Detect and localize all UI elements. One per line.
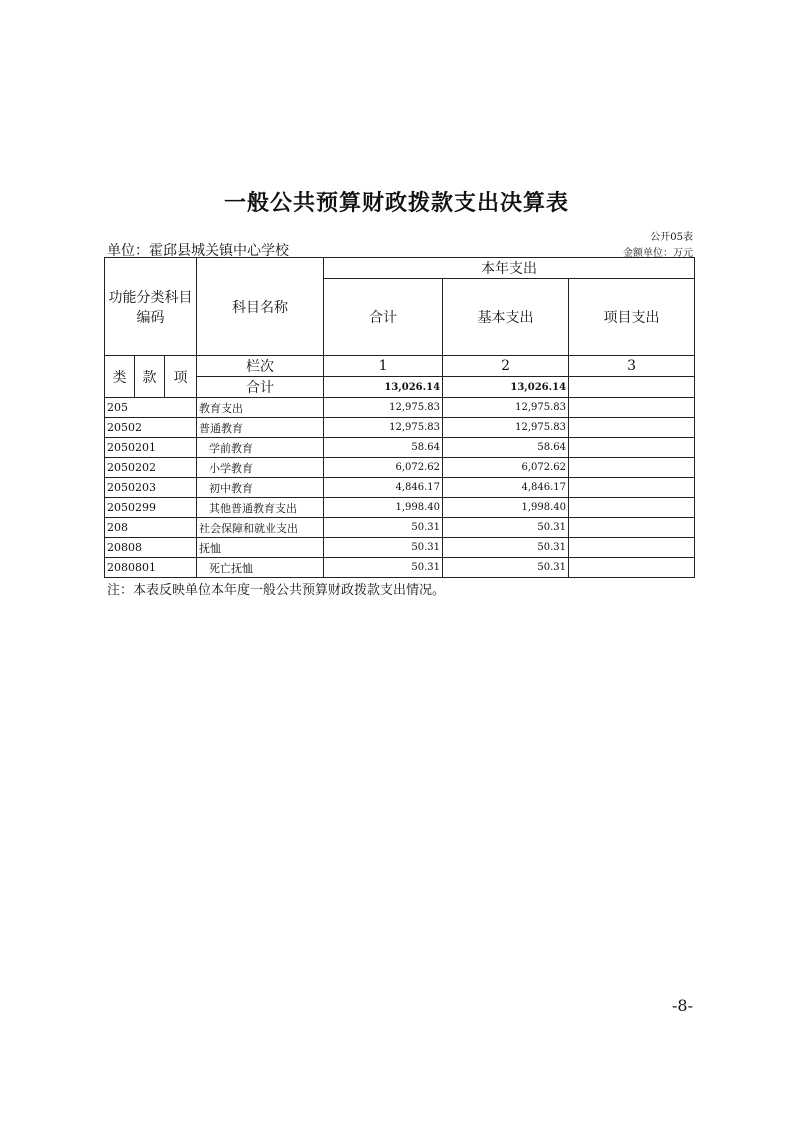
row-code: 208 [105,518,197,538]
row-name: 抚恤 [197,538,324,558]
header-col2: 2 [443,356,569,377]
summary-basic: 13,026.14 [443,377,569,398]
row-project [569,538,695,558]
row-basic: 50.31 [443,518,569,538]
table-row [105,418,695,438]
header-col3: 3 [569,356,695,377]
summary-total: 13,026.14 [324,377,443,398]
row-name: 教育支出 [197,398,324,418]
row-total: 12,975.83 [324,398,443,418]
row-basic: 58.64 [443,438,569,458]
row-basic: 50.31 [443,538,569,558]
row-name: 学前教育 [197,438,324,458]
header-total: 合计 [324,279,443,356]
header-xiang: 项 [165,356,197,398]
table-row [105,438,695,458]
row-project [569,478,695,498]
unit-label: 单位：霍邱县城关镇中心学校 [107,243,289,259]
header-year-expense: 本年支出 [324,258,695,279]
row-total: 12,975.83 [324,418,443,438]
row-name: 社会保障和就业支出 [197,518,324,538]
row-name: 小学教育 [197,458,324,478]
row-basic: 12,975.83 [443,398,569,418]
row-basic: 1,998.40 [443,498,569,518]
row-name: 普通教育 [197,418,324,438]
page-title: 一般公共预算财政拨款支出决算表 [223,191,569,216]
row-name: 死亡抚恤 [197,558,324,578]
row-project [569,458,695,478]
table-row [105,498,695,518]
row-project [569,438,695,458]
row-basic: 12,975.83 [443,418,569,438]
header-subject-name: 科目名称 [197,258,324,356]
summary-label: 合计 [197,377,324,398]
row-project [569,498,695,518]
row-project [569,518,695,538]
table-row [105,538,695,558]
row-total: 50.31 [324,538,443,558]
row-total: 6,072.62 [324,458,443,478]
row-basic: 50.31 [443,558,569,578]
row-code: 2050201 [105,438,197,458]
table-row [105,478,695,498]
row-total: 50.31 [324,518,443,538]
summary-project [569,377,695,398]
row-code: 2050299 [105,498,197,518]
form-code: 公开05表 [650,232,693,243]
expense-table [104,257,695,578]
header-lei: 类 [105,356,135,398]
table-row [105,518,695,538]
header-project: 项目支出 [569,279,695,356]
header-column-no: 栏次 [197,356,324,377]
header-func-code: 功能分类科目编码 [105,258,197,356]
row-project [569,398,695,418]
amount-unit-label: 金额单位：万元 [623,248,693,259]
header-kuan: 款 [135,356,165,398]
table-row [105,398,695,418]
row-name: 初中教育 [197,478,324,498]
row-basic: 4,846.17 [443,478,569,498]
table-row [105,558,695,578]
row-code: 2080801 [105,558,197,578]
row-code: 2050202 [105,458,197,478]
row-project [569,418,695,438]
row-project [569,558,695,578]
header-basic: 基本支出 [443,279,569,356]
table-row [105,458,695,478]
row-total: 58.64 [324,438,443,458]
row-total: 50.31 [324,558,443,578]
row-name: 其他普通教育支出 [197,498,324,518]
row-basic: 6,072.62 [443,458,569,478]
row-code: 205 [105,398,197,418]
row-code: 20502 [105,418,197,438]
row-code: 20808 [105,538,197,558]
table-note: 注：本表反映单位本年度一般公共预算财政拨款支出情况。 [107,583,446,598]
row-total: 4,846.17 [324,478,443,498]
row-total: 1,998.40 [324,498,443,518]
page-number: -8- [672,996,693,1015]
header-col1: 1 [324,356,443,377]
row-code: 2050203 [105,478,197,498]
